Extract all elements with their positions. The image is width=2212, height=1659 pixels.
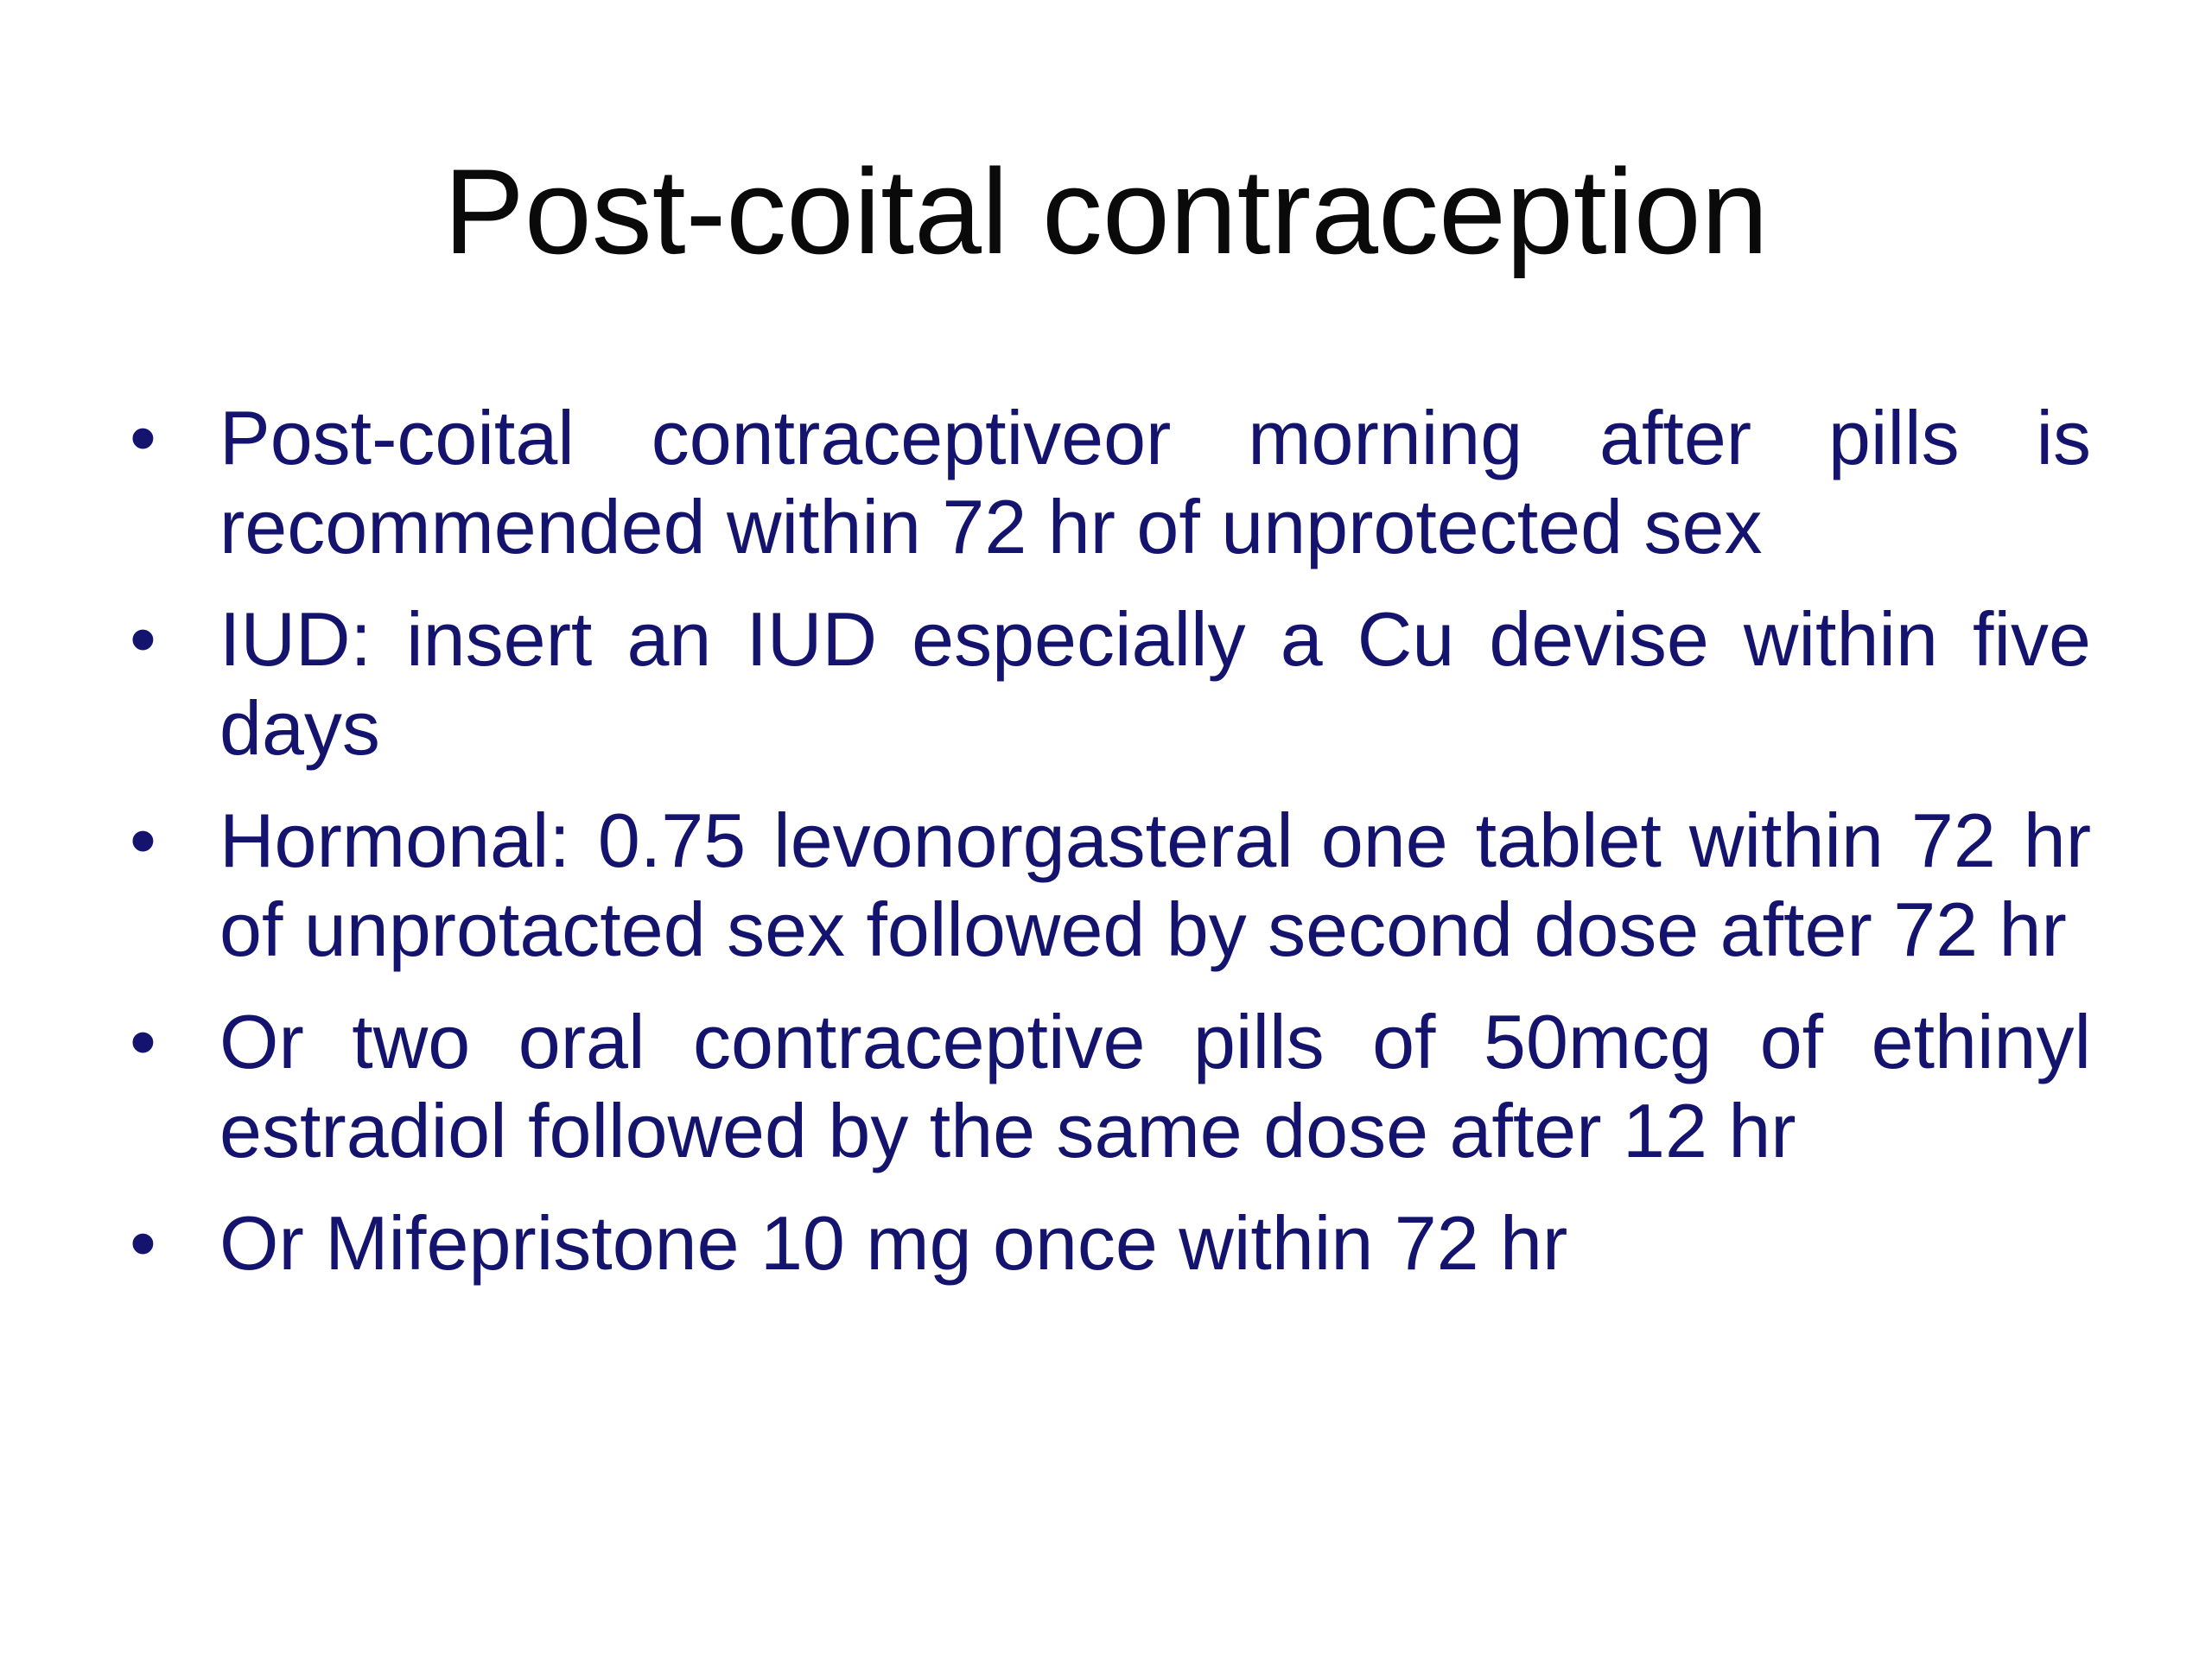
bullet-marker: • <box>130 999 156 1084</box>
bullet-text-2: IUD: insert an IUD especially a Cu devise within five days <box>219 596 2091 771</box>
bullet-item-3 <box>130 796 2091 974</box>
bullet-text-1: Post-coital contraceptiveor morning after pills is recommended within 72 hr of unprotected sex <box>219 395 2091 569</box>
bullet-list <box>130 393 2091 1311</box>
bullet-item-4 <box>130 997 2091 1175</box>
slide-title: Post-coital contraception <box>443 143 1769 279</box>
bullet-marker: • <box>130 395 156 480</box>
bullet-marker: • <box>130 1200 156 1286</box>
bullet-marker: • <box>130 798 156 883</box>
bullet-text-3: Hormonal: 0.75 levonorgasteral one tablet within 72 hr of unprotacted sex followed by second dose after 72 hr <box>219 798 2091 972</box>
bullet-text-4: Or two oral contraceptive pills of 50mcg of ethinyl estradiol followed by the same dose after 12 hr <box>219 999 2091 1173</box>
bullet-item-1 <box>130 393 2091 571</box>
bullet-text-5: Or Mifepristone 10 mg once within 72 hr <box>219 1200 1568 1286</box>
bullet-item-2 <box>130 594 2091 772</box>
bullet-marker: • <box>130 596 156 682</box>
bullet-item-5 <box>130 1198 2091 1287</box>
